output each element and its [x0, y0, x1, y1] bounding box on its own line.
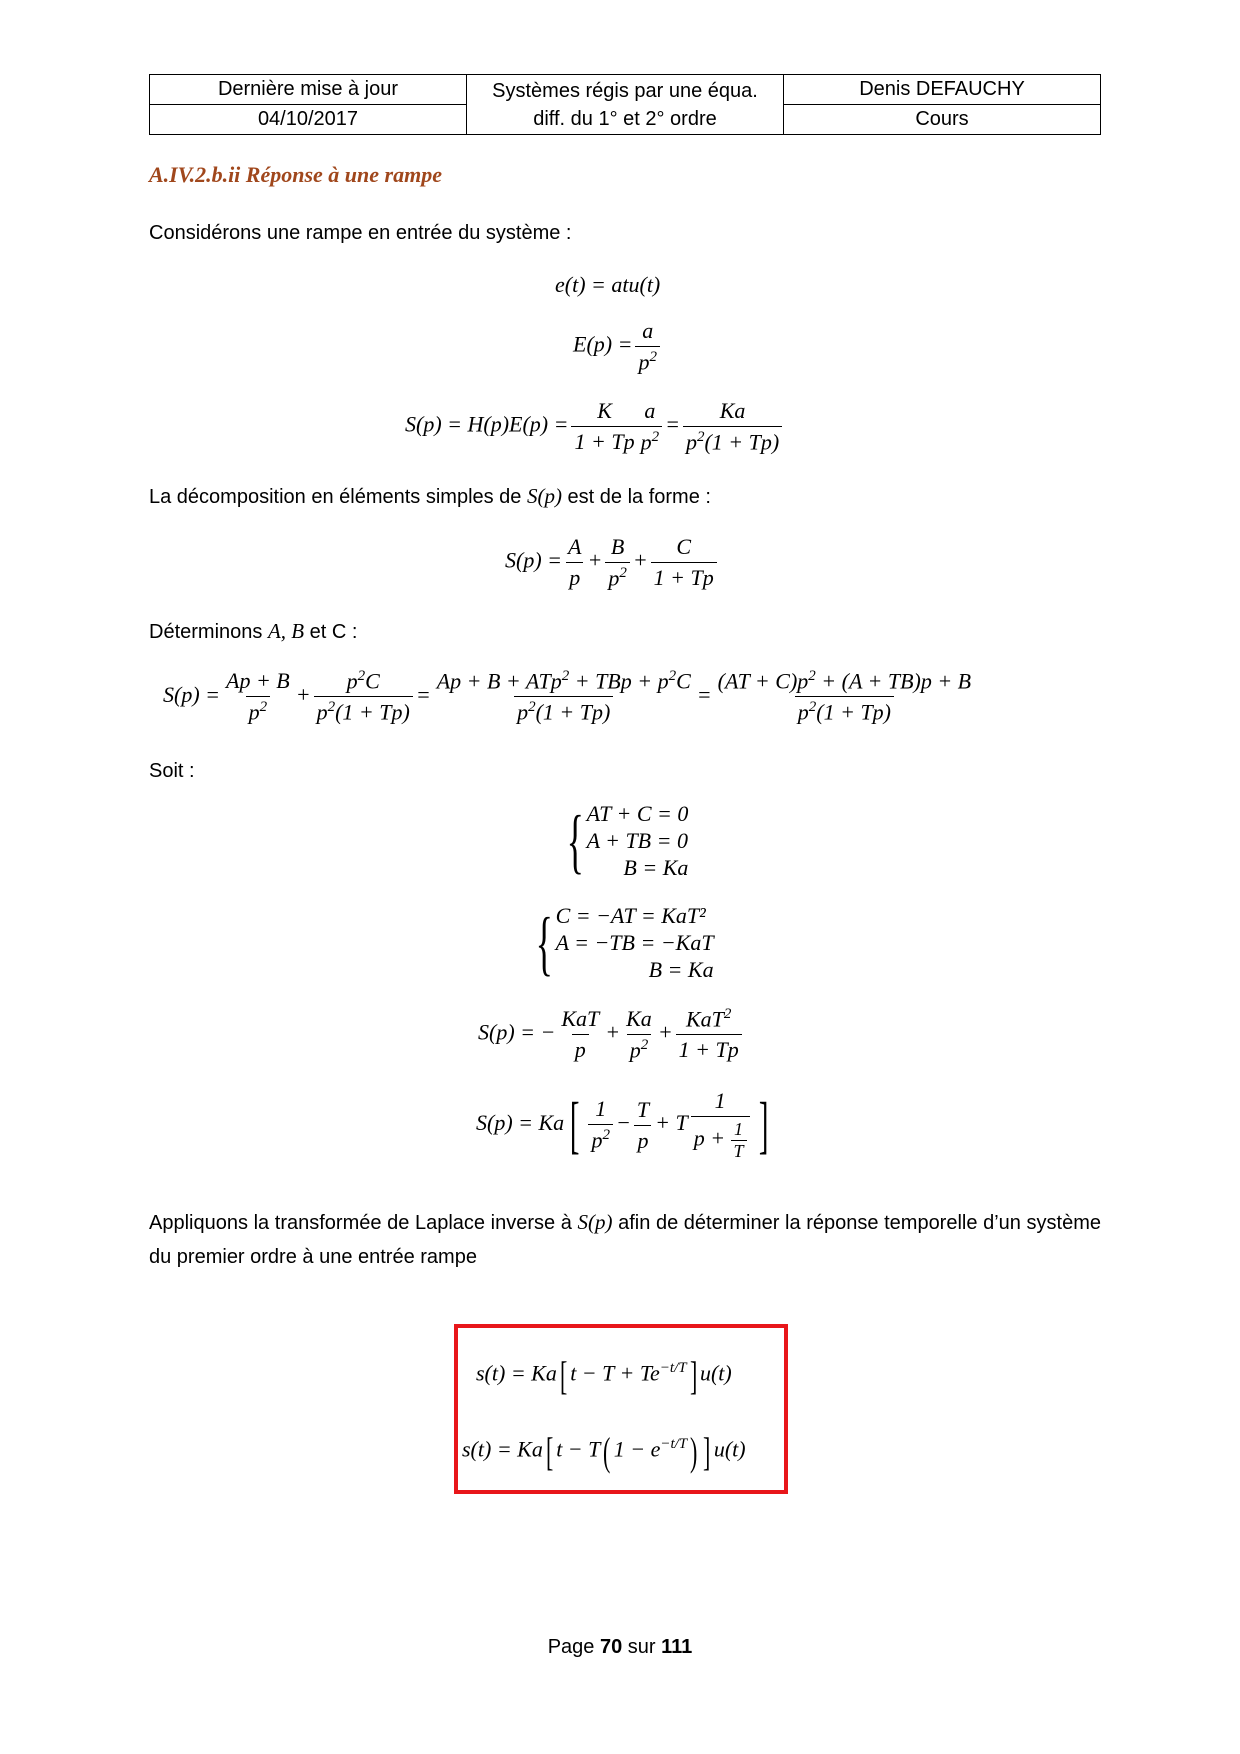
determine-paragraph: Déterminons A, B et C : [149, 619, 358, 643]
last-update-label: Dernière mise à jour [150, 75, 467, 105]
equation-common-denominator: S(p) = $\frac{Ap + B}{p^2}$ + $\frac{p^2C}{p^2(1 + Tp)}$ = $\frac{Ap + B + ATp^2 + TBp + p^2C}{p^2(1 + Tp)}$ = $\frac{(AT + C)p^2 + (A + TB)p + B}{p^2(1 + Tp)}$ [163, 668, 972, 725]
document-type: Cours [784, 105, 1101, 135]
equation-input-laplace: E(p) = $\frac{a}{p^2}$ [573, 318, 663, 375]
result-equation-1: s(t) = Ka[ $t - T + Te^{-t/T}$] u(t) [476, 1353, 732, 1398]
system1-line1: AT + C = 0 [586, 801, 689, 826]
intro-paragraph: Considérons une rampe en entrée du système : [149, 222, 572, 244]
equation-coefficients: S(p) = − $\frac{\text{KaT}}{p}$ + $\frac{Ka}{p^2}$ + $\frac{KaT^2}{1 + Tp}$ [478, 1006, 745, 1063]
page-total: 111 [661, 1636, 693, 1658]
author: Denis DEFAUCHY [784, 75, 1101, 105]
equation-factored: S(p) = Ka[ $\frac{1}{p^2}$ − $\frac{T}{p}$ + T 1 p + $\frac{1}{T}$ ] [476, 1088, 769, 1161]
equation-output-laplace: S(p) = H(p)E(p) = $\frac{K}{1 + Tp}$ $\frac{a}{p^2}$ = $\frac{Ka}{p^2(1 + Tp)}$ [405, 398, 785, 455]
document-title [467, 75, 784, 135]
header-table [149, 74, 1101, 135]
system2-line1: C = −AT = KaT² [555, 903, 706, 928]
laplace-paragraph: Appliquons la transformée de Laplace inverse à S(p) afin de déterminer la réponse temporelle d’un système du premier ordre à une entrée rampe [149, 1210, 1101, 1268]
system1-line2: A + TB = 0 [586, 828, 688, 853]
section-title: A.IV.2.b.ii Réponse à une rampe [149, 162, 442, 187]
equation-partial-fractions: S(p) = $\frac{A}{p}$ + $\frac{B}{p^2}$ + $\frac{C}{1 + Tp}$ [505, 534, 720, 591]
document-title-line2: diff. du 1° et 2° ordre [533, 107, 717, 130]
system1-line3: B = Ka [623, 855, 689, 880]
soit-paragraph: Soit : [149, 760, 195, 782]
equation-system-2: { C = −AT = KaT² A = −TB = −KaT B = Ka [535, 902, 714, 983]
equation-system-1: { AT + C = 0 A + TB = 0 B = Ka [566, 800, 689, 881]
document-title-line1: Systèmes régis par une équa. [492, 79, 758, 102]
page-number: 70 [599, 1636, 623, 1658]
equation-input-time: e(t) = atu(t) [555, 272, 661, 297]
page-footer: Page 70 sur 111 [547, 1636, 693, 1658]
update-date: 04/10/2017 [150, 105, 467, 135]
system2-line2: A = −TB = −KaT [555, 930, 714, 955]
decomposition-paragraph: La décomposition en éléments simples de S(p) est de la forme : [149, 484, 711, 508]
result-equation-2: s(t) = Ka[ t − T( $1 - e^{-t/T}$) ] u(t) [462, 1429, 746, 1474]
system2-line3: B = Ka [648, 957, 714, 982]
